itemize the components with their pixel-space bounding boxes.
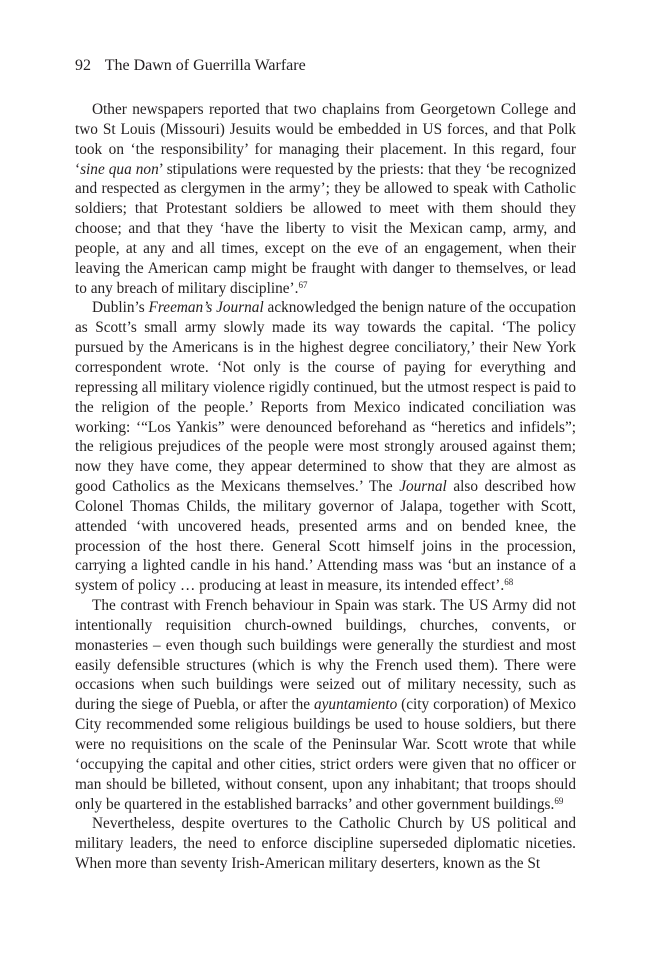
footnote-ref: 67 xyxy=(298,279,308,290)
paragraph-text: Other newspapers reported that two chaplains from Georgetown College and two St Louis (Missouri) Jesuits would be embedded in US forces, and that Polk took on ‘the responsibility’ for managing their placement. In this regard, four ‘ xyxy=(75,101,576,178)
paragraph xyxy=(75,298,576,596)
running-head xyxy=(75,56,306,76)
italic-text: ayuntamiento xyxy=(313,696,398,714)
paragraph-text: also described how Colonel Thomas Childs, the military governor of Jalapa, together with Scott, attended ‘with uncovered heads, presented arms and on bended knee, the procession of the host there. General Scott himself joins in the procession, carrying a lighted candle in his hand.’ Attending mass was ‘but an instance of a system of policy … producing at least in measure, its intended effect’. xyxy=(75,478,576,595)
footnote-ref: 68 xyxy=(504,577,514,588)
running-head-title: The Dawn of Guerrilla Warfare xyxy=(104,57,306,74)
italic-text: Freeman’s Journal xyxy=(148,299,264,317)
paragraph xyxy=(75,814,576,874)
paragraph xyxy=(75,100,576,298)
footnote-ref: 69 xyxy=(554,795,564,806)
paragraph-text: The contrast with French behaviour in Spain was stark. The US Army did not intentionally requisition church-owned buildings, churches, convents, or monasteries – even though such buildings were generally the sturdiest and most easily defensible structures (which is why the French used them). There were occasions when such buildings were seized out of military necessity, such as during the siege of Puebla, or after the xyxy=(75,597,576,714)
paragraph xyxy=(75,596,576,814)
paragraph-text: Nevertheless, despite overtures to the Catholic Church by US political and military leaders, the need to enforce discipline superseded diplomatic niceties. When more than seventy Irish-American military deserters, known as the St xyxy=(75,815,576,873)
body-text xyxy=(75,100,576,874)
italic-text: Journal xyxy=(399,478,447,496)
paragraph-text: ’ stipulations were requested by the priests: that they ‘be recognized and respected as clergymen in the army’; they be allowed to speak with Catholic soldiers; that Protestant soldiers be allowed to meet with them should they choose; and that they ‘have the liberty to visit the Mexican camp, army, and people, at any and all times, except on the eve of an engagement, when their leaving the American camp might be fraught with danger to themselves, or lead to any breach of military discipline’. xyxy=(75,160,576,297)
page-number: 92 xyxy=(75,57,91,74)
paragraph-text: Dublin’s xyxy=(92,299,149,317)
paragraph-text: (city corporation) of Mexico City recommended some religious buildings be used to house soldiers, but there were no requisitions on the scale of the Peninsular War. Scott wrote that while ‘occupying the capital and other cities, strict orders were given that no officer or man should be billeted, without consent, upon any inhabitant; that troops should only be quartered in the established barracks’ and other government buildings. xyxy=(75,696,577,813)
paragraph-text: acknowledged the benign nature of the occupation as Scott’s small army slowly made its way towards the capital. ‘The policy pursued by the Americans is in the highest degree conciliatory,’ their New York correspondent wrote. ‘Not only is the course of paying for everything and repressing all military violence rigidly continued, but the utmost respect is paid to the religion of the people.’ Reports from Mexico indicated conciliation was working: ‘“Los Yankis” were denounced beforehand as “heretics and infidels”; the religious prejudices of the people were most strongly aroused against them; now they have come, they appear determined to show that they are almost as good Catholics as the Mexicans themselves.’ The xyxy=(75,299,576,496)
italic-text: sine qua non xyxy=(80,160,159,178)
